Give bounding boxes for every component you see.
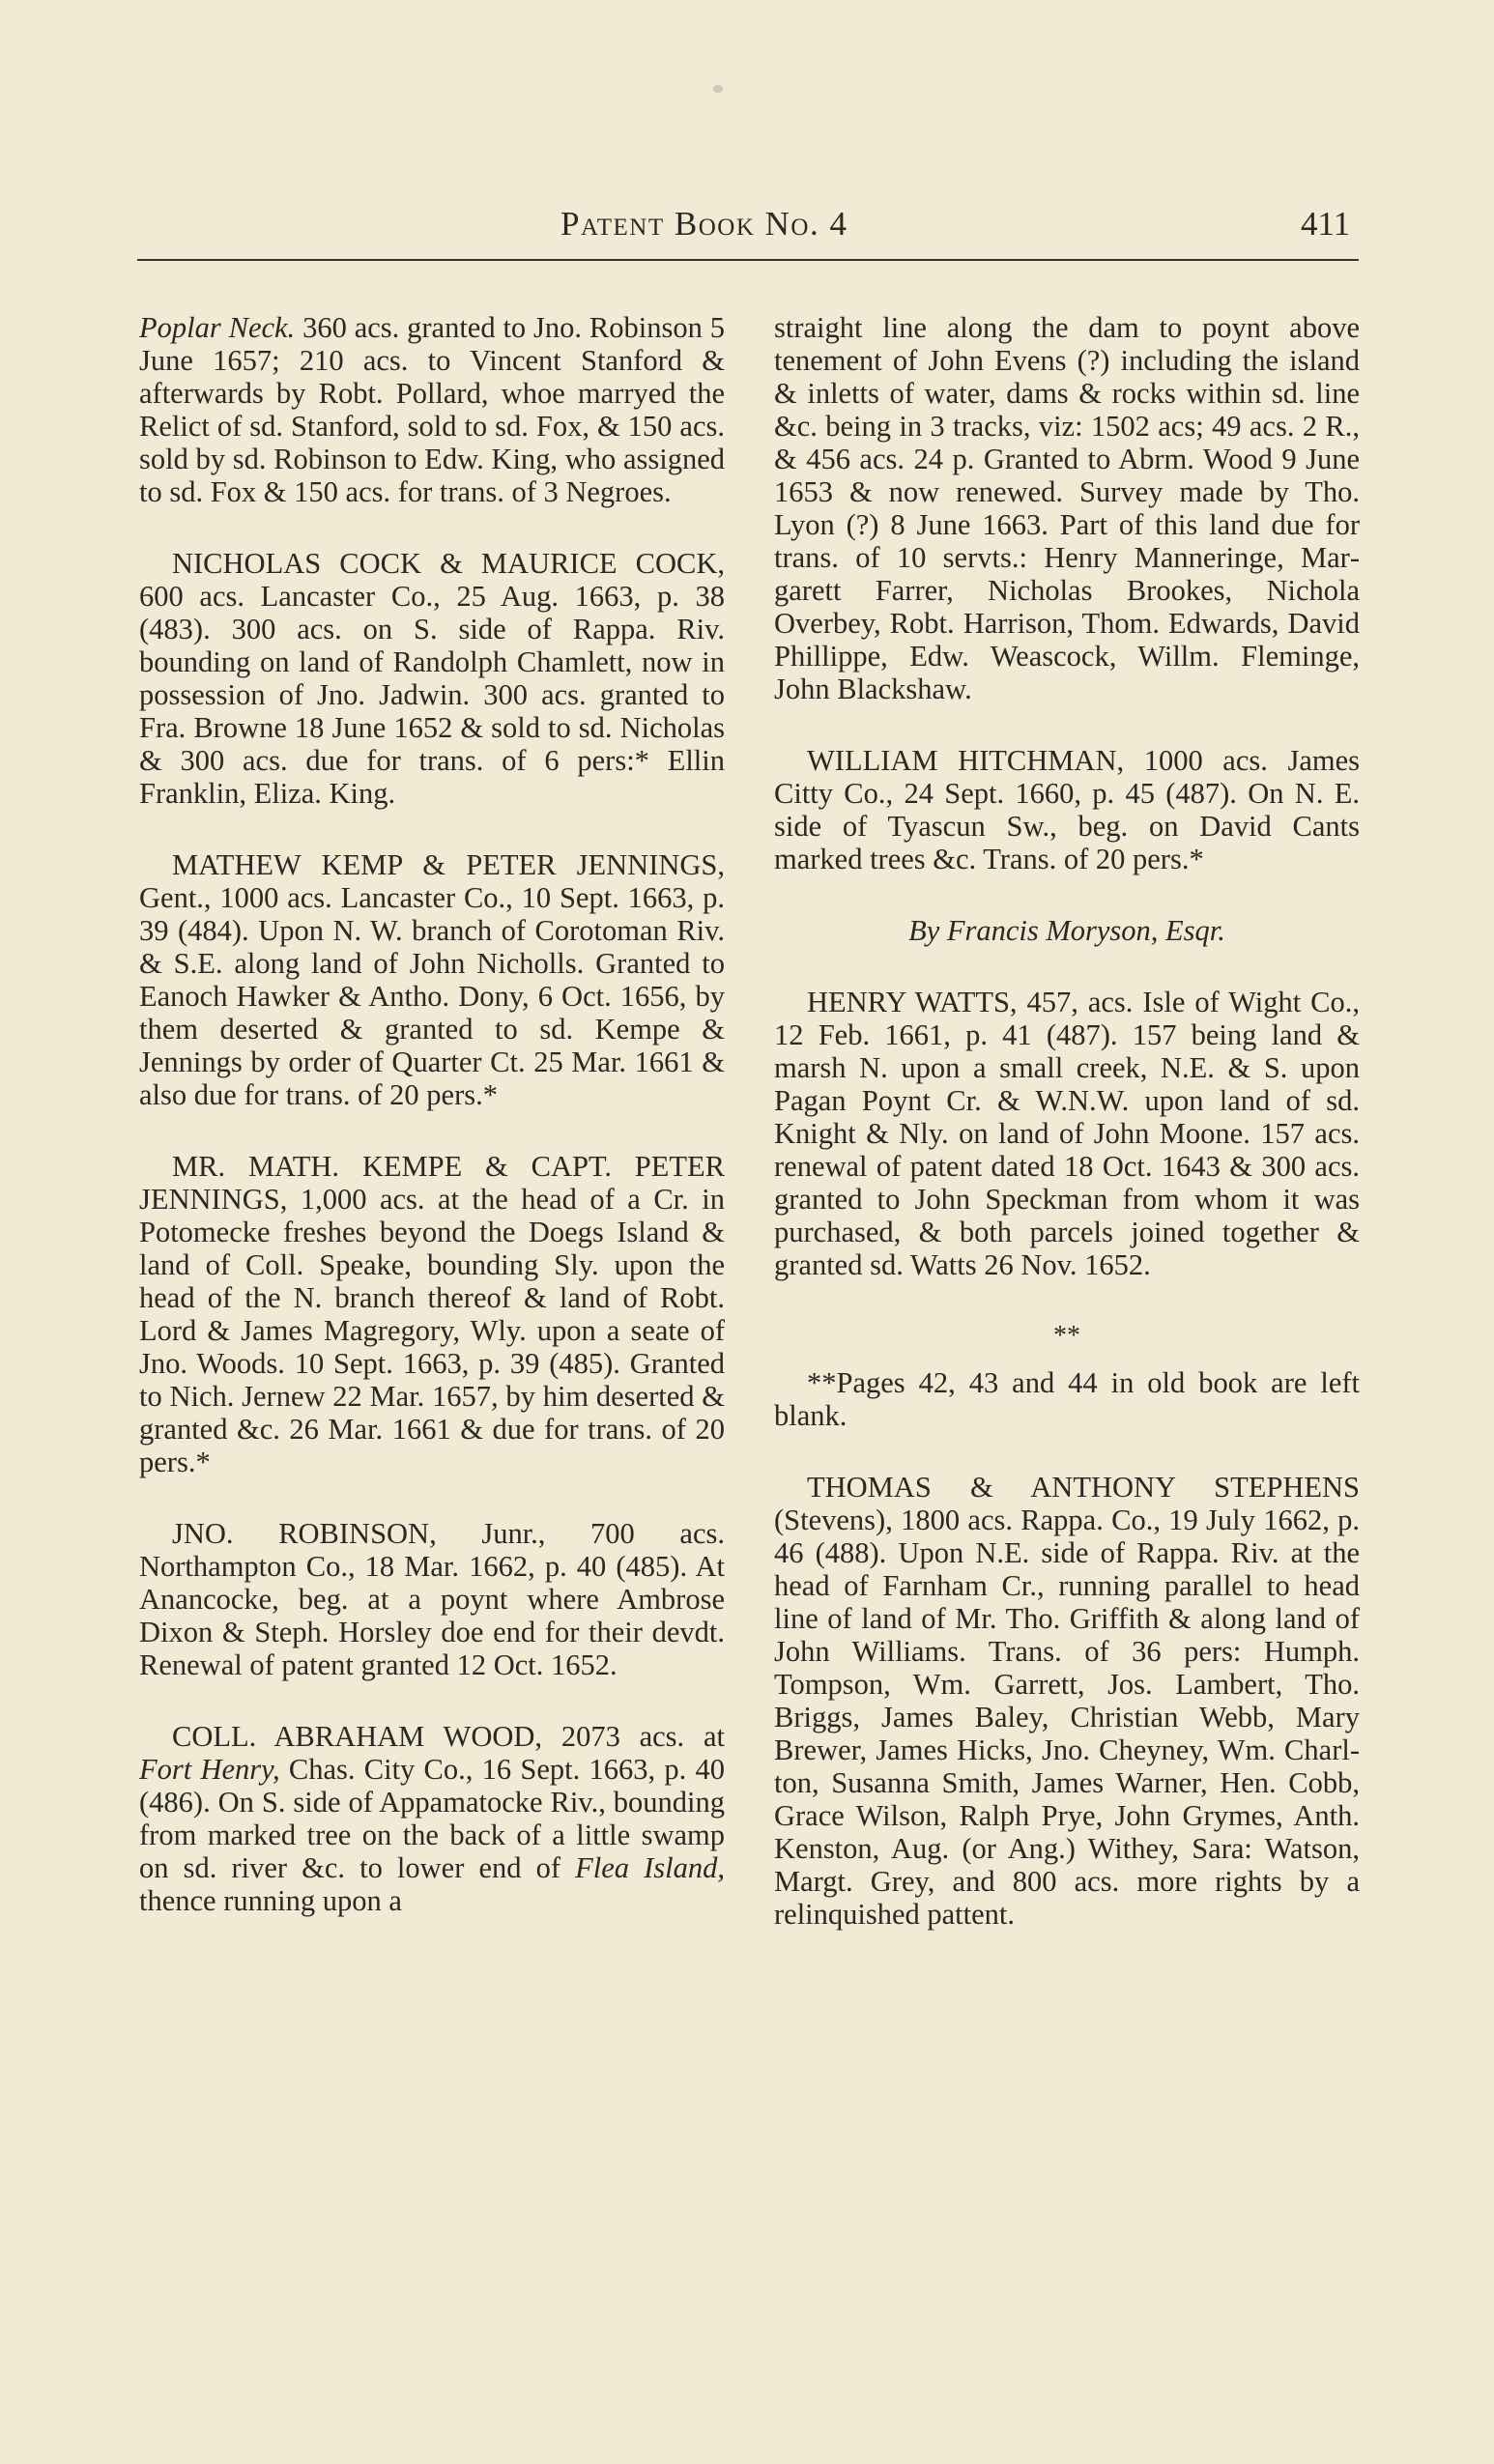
entry-mathew-kemp <box>139 848 725 1111</box>
entry-text: HENRY WATTS, 457, acs. Isle of Wight Co., 12 Feb. 1661, p. 41 (487). 157 being land & marsh N. upon a small creek, N.E. & S. upon Pagan Poynt Cr. & W.N.W. upon land of sd. Knight & Nly. on land of John Moone. 157 acs. renewal of patent dated 18 Oct. 1643 & 300 acs. granted to John Speckman from whom it was purchased, & both parcels joined together & granted sd. Watts 26 Nov. 1652. <box>774 986 1360 1281</box>
entry-jno-robinson <box>139 1517 725 1681</box>
place-name: Flea Island, <box>575 1851 725 1884</box>
right-column <box>774 311 1360 1969</box>
entry-text: JNO. ROBINSON, Junr., 700 acs. Northampton Co., 18 Mar. 1662, p. 40 (485). At Anancocke, beg. at a poynt where Ambrose Dixon & Steph. Horsley doe end for their devdt. Renewal of patent granted 12 Oct. 1652. <box>139 1517 725 1681</box>
entry-text: 360 acs. granted to Jno. Robinson 5 June 1657; 210 acs. to Vincent Stanford & afterwards by Robt. Pollard, whoe marryed the Relict of sd. Stanford, sold to sd. Fox, & 150 acs. sold by sd. Robinson to Edw. King, who assigned to sd. Fox & 150 acs. for trans. of 3 Negroes. <box>139 311 725 508</box>
entry-text: MR. MATH. KEMPE & CAPT. PETER JENNINGS, 1,000 acs. at the head of a Cr. in Potomecke freshes beyond the Doegs Island & land of Coll. Speake, bounding Sly. upon the head of the N. branch thereof & land of Robt. Lord & James Magregory, Wly. upon a seate of Jno. Woods. 10 Sept. 1663, p. 39 (485). Granted to Nich. Jernew 22 Mar. 1657, by him deserted & granted &c. 26 Mar. 1661 & due for trans. of 20 pers.* <box>139 1150 725 1478</box>
footnote-marker: ** <box>1053 1321 1080 1351</box>
entry-text: NICHOLAS COCK & MAURICE COCK, 600 acs. Lancaster Co., 25 Aug. 1663, p. 38 (483). 300 acs. on S. side of Rappa. Riv. bounding on land of Randolph Chamlett, now in possession of Jno. Jadwin. 300 acs. granted to Fra. Browne 18 June 1652 & sold to sd. Nicholas & 300 acs. due for trans. of 6 pers:* Ellin Franklin, Eliza. King. <box>139 547 725 810</box>
entry-abraham-wood-continued <box>774 311 1360 705</box>
entry-text: COLL. ABRAHAM WOOD, 2073 acs. at <box>172 1720 725 1753</box>
page-header <box>0 205 1494 253</box>
paper-speck <box>713 85 723 93</box>
entry-thomas-anthony-stephens <box>774 1471 1360 1931</box>
entry-text: Chas. City Co., 16 Sept. 1663, p. 40 (486). On S. side of Appamatocke Riv., bounding from marked tree on the back of a little swamp on sd. river &c. to lower end of <box>139 1753 725 1884</box>
entry-text: straight line along the dam to poynt above tenement of John Evens (?) including the island & inletts of water, dams & rocks within sd. line &c. being in 3 tracks, viz: 1502 acs; 49 acs. 2 R., & 456 acs. 24 p. Granted to Abrm. Wood 9 June 1653 & now renewed. Survey made by Tho. Lyon (?) 8 June 1663. Part of this land due for trans. of 10 servts.: Henry Manneringe, Margarett Farrer, Nicholas Brookes, Nichola Overbey, Robt. Harrison, Thom. Edwards, David Phillippe, Edw. Weascock, Willm. Fleminge, John Blackshaw. <box>774 311 1360 705</box>
entry-poplar-neck <box>139 311 725 508</box>
place-name: Poplar Neck. <box>139 311 296 344</box>
entry-text: THOMAS & ANTHONY STEPHENS (Stevens), 1800 acs. Rappa. Co., 19 July 1662, p. 46 (488). Upon N.E. side of Rappa. Riv. at the head of Farnham Cr., running parallel to head line of land of Mr. Tho. Griffith & along land of John Williams. Trans. of 36 pers: Humph. Tompson, Wm. Garrett, Jos. Lambert, Tho. Briggs, James Baley, Christian Webb, Mary Brewer, James Hicks, Jno. Cheyney, Wm. Charlton, Susanna Smith, James Warner, Hen. Cobb, Grace Wilson, Ralph Prye, John Grymes, Anth. Kenston, Aug. (or Ang.) Withey, Sara: Watson, Margt. Grey, and 800 acs. more rights by a relinquished pattent. <box>774 1471 1360 1931</box>
entry-math-kempe <box>139 1150 725 1478</box>
left-column <box>139 311 725 1956</box>
entry-abraham-wood <box>139 1720 725 1917</box>
section-byline: By Francis Moryson, Esqr. <box>908 914 1225 947</box>
page-number: 411 <box>1301 205 1351 243</box>
entry-william-hitchman <box>774 744 1360 875</box>
entry-nicholas-cock <box>139 547 725 810</box>
place-name: Fort Henry, <box>139 1753 280 1786</box>
entry-henry-watts <box>774 986 1360 1281</box>
footnote-note: **Pages 42, 43 and 44 in old book are left blank. <box>774 1366 1360 1432</box>
entry-text: WILLIAM HITCHMAN, 1000 acs. James Citty Co., 24 Sept. 1660, p. 45 (487). On N. E. side of Tyascun Sw., beg. on David Cants marked trees &c. Trans. of 20 pers.* <box>774 744 1360 875</box>
entry-text: MATHEW KEMP & PETER JENNINGS, Gent., 1000 acs. Lancaster Co., 10 Sept. 1663, p. 39 (484). Upon N. W. branch of Corotoman Riv. & S.E. along land of John Nicholls. Granted to Eanoch Hawker & Antho. Dony, 6 Oct. 1656, by them deserted & granted to sd. Kempe & Jennings by order of Quarter Ct. 25 Mar. 1661 & also due for trans. of 20 pers.* <box>139 848 725 1111</box>
running-title: Patent Book No. 4 <box>560 205 848 243</box>
entry-text: thence running upon a <box>139 1884 402 1917</box>
header-rule <box>137 259 1359 261</box>
